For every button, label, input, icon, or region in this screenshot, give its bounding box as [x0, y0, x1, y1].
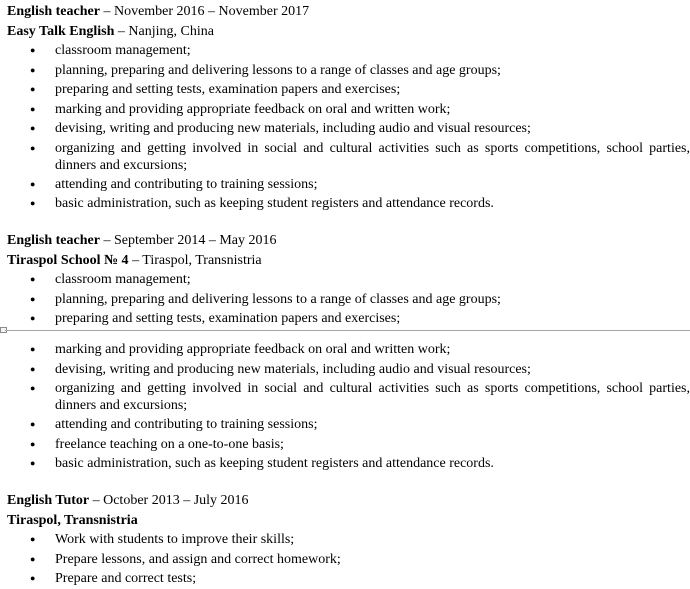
list-item: ● classroom management; [7, 41, 690, 61]
list-item: ● freelance teaching on a one-to-one basis; [7, 435, 690, 455]
job-entry-tiraspol-school [7, 231, 690, 329]
page-break-rule [5, 330, 690, 331]
list-item: ● basic administration, such as keeping student registers and attendance records. [7, 454, 690, 474]
list-item: ● classroom management; [7, 270, 690, 290]
job-heading [7, 231, 690, 251]
list-item: ● attending and contributing to training sessions; [7, 175, 690, 195]
employer-location: – Tiraspol, Transnistria [132, 252, 262, 268]
list-item: ● Prepare lessons, and assign and correct homework; [7, 550, 690, 570]
list-item: ● planning, preparing and delivering lessons to a range of classes and age groups; [7, 61, 690, 81]
job-title: English teacher [7, 4, 100, 19]
job-entry-easy-talk [7, 2, 690, 214]
list-item: ● Work with students to improve their skills; [7, 530, 690, 550]
list-item: ● preparing and setting tests, examination papers and exercises; [7, 309, 690, 329]
job-dates: – November 2016 – November 2017 [103, 4, 310, 19]
employer-name: Easy Talk English [7, 23, 115, 39]
employer-line [7, 22, 690, 42]
job-heading [7, 2, 690, 22]
job-title: English Tutor [7, 493, 90, 508]
job-title: English teacher [7, 233, 100, 248]
job-dates: – September 2014 – May 2016 [103, 233, 277, 248]
list-item: ● Prepare and correct tests; [7, 569, 690, 589]
employer-location: – Nanjing, China [117, 23, 214, 39]
duties-list [7, 340, 690, 474]
list-item: ● marking and providing appropriate feedback on oral and written work; [7, 100, 690, 120]
list-item: ● attending and contributing to training sessions; [7, 415, 690, 435]
list-item: ● devising, writing and producing new materials, including audio and visual resources; [7, 119, 690, 139]
employer-line [7, 511, 690, 531]
list-item: ● planning, preparing and delivering lessons to a range of classes and age groups; [7, 290, 690, 310]
job-dates: – October 2013 – July 2016 [92, 493, 249, 508]
duties-list [7, 270, 690, 329]
employer-name: Tiraspol, Transnistria [7, 512, 138, 528]
job-entry-english-tutor [7, 491, 690, 589]
duties-list [7, 41, 690, 214]
list-item: ● marking and providing appropriate feedback on oral and written work; [7, 340, 690, 360]
employer-name: Tiraspol School № 4 [7, 252, 129, 268]
list-item: ● basic administration, such as keeping student registers and attendance records. [7, 194, 690, 214]
page-break [0, 327, 690, 335]
duties-list [7, 530, 690, 589]
list-item: ● organizing and getting involved in social and cultural activities such as sports competitions, school parties, dinners and excursions; [7, 379, 690, 415]
job-heading [7, 491, 690, 511]
employer-line [7, 251, 690, 271]
job-entry-tiraspol-school-continued [7, 340, 690, 474]
list-item: ● organizing and getting involved in social and cultural activities such as sports competitions, school parties, dinners and excursions; [7, 139, 690, 175]
list-item: ● preparing and setting tests, examination papers and exercises; [7, 80, 690, 100]
list-item: ● devising, writing and producing new materials, including audio and visual resources; [7, 360, 690, 380]
